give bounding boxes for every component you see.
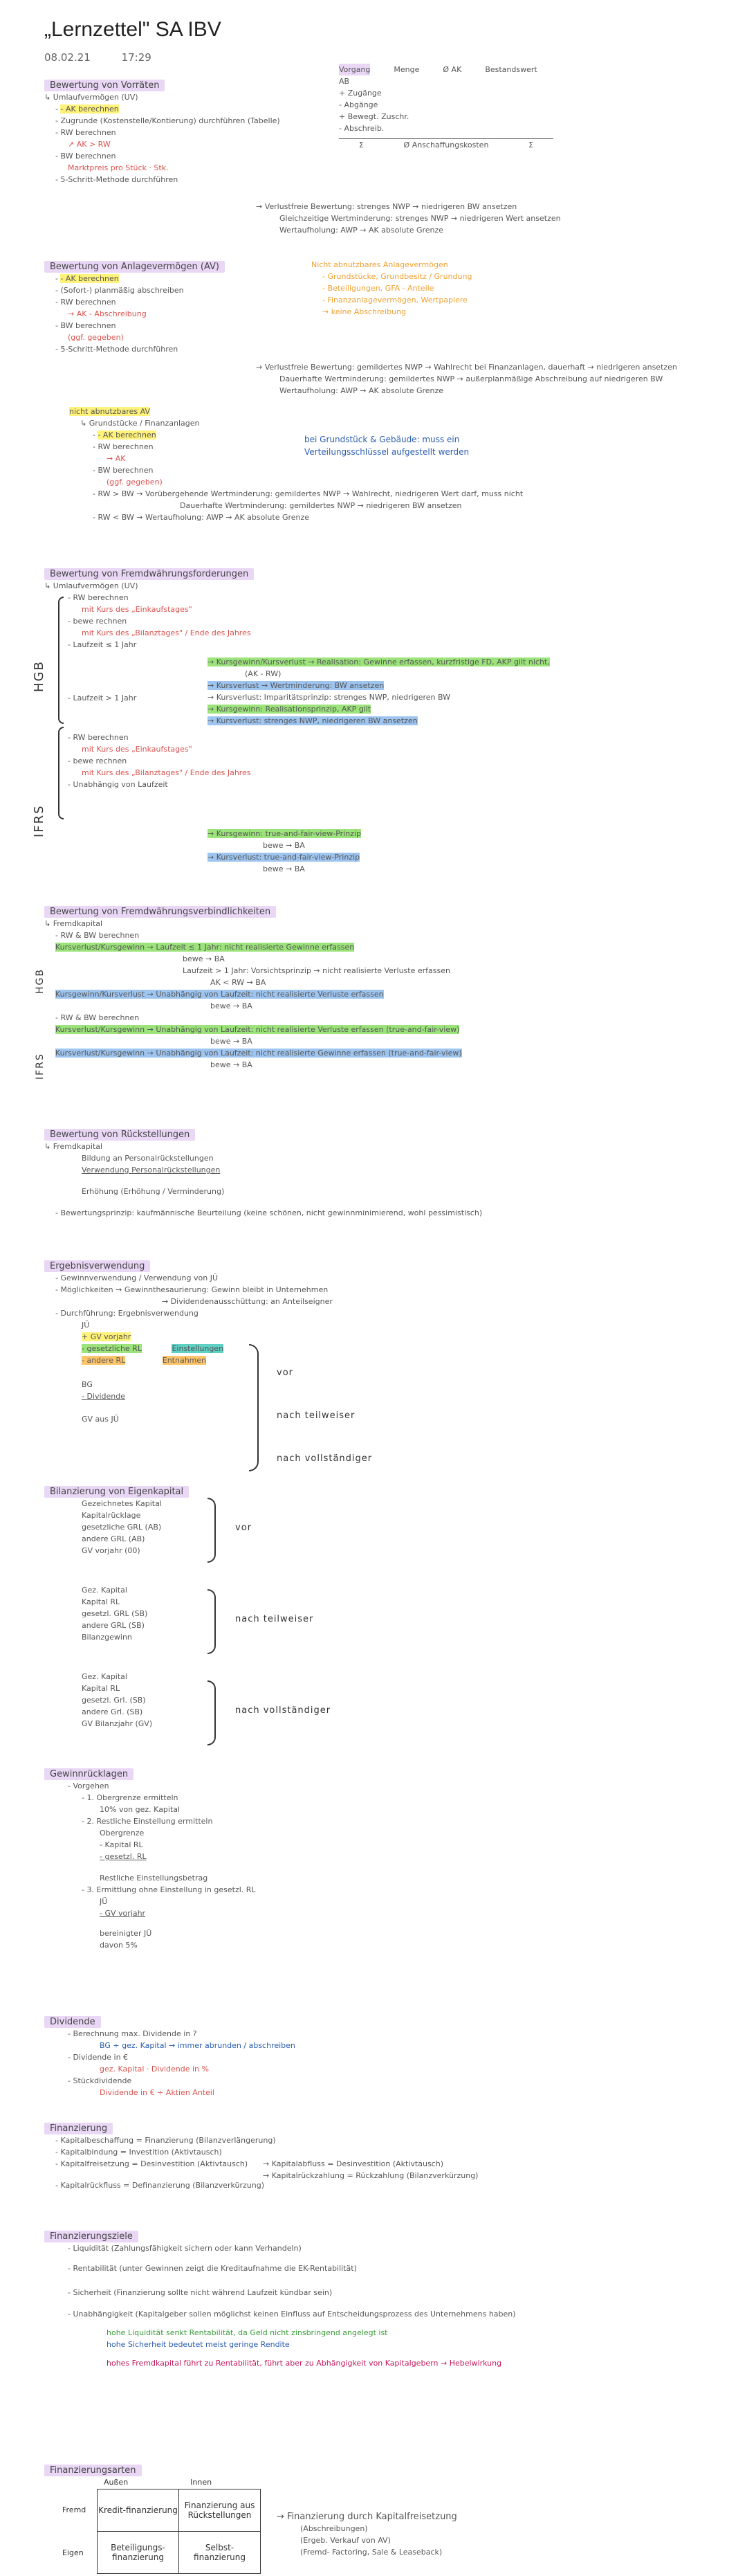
ek-line: gesetzl. Grl. (SB) <box>82 1696 146 1705</box>
note-line: bewe → BA <box>263 841 305 850</box>
note-line: Erhöhung (Erhöhung / Verminderung) <box>82 1187 225 1196</box>
section-dividende <box>44 2014 295 2098</box>
fa-cell: Selbst-finanzierung <box>179 2532 261 2574</box>
note-line: - Kapitalrückfluss = Definanzierung (Bilanzverkürzung) <box>55 2181 265 2190</box>
note-line: gez. Kapital · Dividende in % <box>100 2065 209 2074</box>
date-text: 08.02.21 <box>44 51 91 64</box>
note-line: Bildung an Personalrückstellungen <box>82 1154 214 1163</box>
label-hgb-2: HGB <box>35 968 46 994</box>
note-line: mit Kurs des „Einkaufstages" <box>82 745 192 754</box>
note-line: Nicht abnutzbares Anlagevermögen <box>311 260 448 269</box>
fa-cell: Finanzierung aus Rückstellungen <box>179 2489 261 2532</box>
brace-hgb <box>58 597 64 724</box>
ek-line: Gez. Kapital <box>82 1586 127 1595</box>
kontierung-footer: Σ <box>358 140 364 149</box>
note-line: - Grundstücke, Grundbesitz / Grundung <box>322 272 472 281</box>
kontierung-footer: Σ <box>528 140 534 149</box>
section-header: Ergebnisverwendung <box>44 1260 150 1272</box>
section-finanzierungsarten <box>44 2462 142 2476</box>
ek-label-teilweise: nach teilweiser <box>235 1614 314 1624</box>
note-line: hohes Fremdkapital führt zu Rentabilität, führt aber zu Abhängigkeit von Kapitalgebern → Hebelwirkung <box>107 2359 502 2368</box>
section-header: Bewertung von Rückstellungen <box>44 1129 195 1141</box>
note-line: → Verlustfreie Bewertung: strenges NWP → niedrigeren BW ansetzen <box>256 202 517 211</box>
note-line: - Sicherheit (Finanzierung sollte nicht während Laufzeit kündbar sein) <box>68 2288 333 2297</box>
note-line: Restliche Einstellungsbetrag <box>100 1874 208 1883</box>
fw-hgb-right <box>208 656 550 727</box>
note-line: Kursverlust/Kursgewinn → Unabhängig von Laufzeit: nicht realisierte Verluste erfassen (true-and-fair-view) <box>55 1025 460 1034</box>
ek-line: gesetzliche GRL (AB) <box>82 1523 162 1532</box>
note-line: → AK <box>107 454 126 463</box>
note-line: ↗ AK > RW <box>68 140 111 149</box>
ek-line: Kapital RL <box>82 1684 120 1693</box>
ek-line: Gezeichnetes Kapital <box>82 1499 162 1508</box>
ek-line: Kapital RL <box>82 1597 120 1606</box>
note-line: - bewe rechnen <box>68 617 127 626</box>
note-line: → Kapitalrückzahlung = Rückzahlung (Bilanzverkürzung) <box>263 2171 479 2180</box>
note-line: Kursgewinn/Kursverlust → Unabhängig von Laufzeit: nicht realisierte Verluste erfassen <box>55 990 384 999</box>
note-line: mit Kurs des „Bilanztages" / Ende des Jahres <box>82 768 251 777</box>
kontierung-table <box>339 64 560 151</box>
fa-col-header: Außen <box>104 2478 129 2487</box>
brace-ek-2 <box>208 1589 216 1654</box>
kontierung-col: Vorgang <box>339 65 371 74</box>
note-line: - RW berechnen <box>93 442 154 451</box>
note-line: AK < RW → BA <box>210 978 266 987</box>
ek-line: GV vorjahr (00) <box>82 1546 140 1555</box>
note-line: bewe → BA <box>183 954 225 963</box>
note-line: bewe → BA <box>210 1037 252 1046</box>
note-line: bereinigter JÜ <box>100 1929 152 1938</box>
section-header: Finanzierungsarten <box>44 2465 142 2476</box>
note-line: - RW & BW berechnen <box>55 931 140 940</box>
note-line: - Berechnung max. Dividende in ? <box>68 2029 197 2038</box>
label-ifrs-2: IFRS <box>35 1053 46 1080</box>
ek-line: andere GRL (AB) <box>82 1534 145 1543</box>
note-line: - Gewinnverwendung / Verwendung von JÜ <box>55 1273 219 1282</box>
note-line: → Kursverlust: true-and-fair-view-Prinzip <box>208 853 360 862</box>
section-gewinnruecklagen <box>44 1766 256 1951</box>
ek-line: Bilanzgewinn <box>82 1633 132 1642</box>
note-line: - RW & BW berechnen <box>55 1013 140 1022</box>
ek-line: GV Bilanzjahr (GV) <box>82 1719 153 1728</box>
note-line: - bewe rechnen <box>68 756 127 765</box>
note-line: Wertaufholung: AWP → AK absolute Grenze <box>279 386 444 395</box>
note-line: - RW berechnen <box>68 733 129 742</box>
note-line: - GV vorjahr <box>100 1909 146 1918</box>
note-line: bewe → BA <box>210 1060 252 1069</box>
note-line: + GV vorjahr <box>82 1332 131 1341</box>
fa-cell: Kredit-finanzierung <box>98 2489 179 2532</box>
note-line: - Vorgehen <box>68 1781 109 1790</box>
brace-ifrs <box>58 727 64 819</box>
brace-ergebnis <box>249 1344 259 1471</box>
ergebnis-label-vollstaendig: nach vollständiger <box>277 1453 373 1464</box>
note-line: (ggf. gegeben) <box>107 478 163 487</box>
note-line: ↳ Grundstücke / Finanzanlagen <box>80 419 200 428</box>
note-line: ↳ Fremdkapital <box>44 1142 103 1151</box>
ergebnis-label-vor: vor <box>277 1368 293 1378</box>
note-line: - 3. Ermittlung ohne Einstellung in gesetzl. RL <box>82 1885 256 1894</box>
section-av-right <box>256 361 677 397</box>
page-title: „Lernzettel" SA IBV <box>44 18 221 41</box>
note-line: - RW berechnen <box>68 593 129 602</box>
note-line: Kursverlust/Kursgewinn → Unabhängig von Laufzeit: nicht realisierte Gewinne erfassen (true-and-fair-view) <box>55 1049 462 1058</box>
note-line: - gesetzl. RL <box>100 1852 147 1861</box>
fa-row-header: Fremd <box>62 2505 86 2514</box>
note-line: - Unabhängigkeit (Kapitalgeber sollen möglichst keinen Einfluss auf Entscheidungsprozess des Unternehmens haben) <box>68 2310 516 2319</box>
note-line: → Kursgewinn/Kursverlust → Realisation: Gewinne erfassen, kurzfristige FD, AKP gilt nicht, <box>208 657 550 666</box>
note-line: → Kursgewinn: true-and-fair-view-Prinzip <box>208 829 362 838</box>
section-header: Finanzierungsziele <box>44 2231 138 2242</box>
note-line: Dauerhafte Wertminderung: gemildertes NWP → außerplanmäßige Abschreibung auf niedrigeren BW <box>279 374 663 383</box>
note-line: - BW berechnen <box>55 152 116 161</box>
note-line: - Finanzanlagevermögen, Wertpapiere <box>322 296 468 305</box>
note-line: - BW berechnen <box>93 466 154 475</box>
ek-line: gesetzl. GRL (SB) <box>82 1609 148 1618</box>
note-line: - Kapitalfreisetzung = Desinvestition (Aktivtausch) <box>55 2159 248 2168</box>
note-line: (Ergeb. Verkauf von AV) <box>300 2536 391 2545</box>
note-line: - Rentabilität (unter Gewinnen zeigt die Kreditaufnahme die EK-Rentabilität) <box>68 2264 357 2273</box>
note-line: 10% von gez. Kapital <box>100 1805 181 1814</box>
note-line: (Abschreibungen) <box>300 2524 368 2533</box>
section-finanzierung <box>44 2121 276 2191</box>
note-line: - - AK berechnen <box>55 274 119 283</box>
section-rueckstellungen <box>44 1127 482 1219</box>
note-line: - Unabhängig von Laufzeit <box>68 780 168 789</box>
section-header: Finanzierung <box>44 2123 113 2134</box>
note-line: mit Kurs des „Bilanztages" / Ende des Jahres <box>82 628 251 637</box>
note-line: - Stückdividende <box>68 2076 132 2085</box>
section-vorraete <box>44 78 280 185</box>
note-line: - Dividende <box>82 1392 126 1401</box>
note-line: - gesetzliche RL Einstellungen <box>82 1344 224 1353</box>
note-line: GV aus JÜ <box>82 1415 119 1424</box>
note-line: - Kapitalbeschaffung = Finanzierung (Bilanzverlängerung) <box>55 2136 276 2145</box>
section-eigenkapital <box>44 1484 189 1730</box>
note-line: ↳ Umlaufvermögen (UV) <box>44 93 138 102</box>
note-line: - 5-Schritt-Methode durchführen <box>55 345 178 354</box>
note-line: → Dividendenausschüttung: an Anteilseigner <box>162 1297 333 1306</box>
note-line: Dauerhafte Wertminderung: gemildertes NWP → niedrigeren BW ansetzen <box>180 501 462 510</box>
fa-right <box>277 2511 457 2558</box>
note-line: Kursverlust/Kursgewinn → Laufzeit ≤ 1 Jahr: nicht realisierte Gewinne erfassen <box>55 943 355 952</box>
note-line: Marktpreis pro Stück · Stk. <box>68 163 169 172</box>
note-line: Verwendung Personalrückstellungen <box>82 1165 221 1174</box>
note-line: bewe → BA <box>210 1001 252 1010</box>
fa-cell: Beteiligungs-finanzierung <box>98 2532 179 2574</box>
note-line: → Verlustfreie Bewertung: gemildertes NWP → Wahlrecht bei Finanzanlagen, dauerhaft → niedrigeren ansetzen <box>256 363 677 372</box>
note-line: - BW berechnen <box>55 321 116 330</box>
note-line: ↳ Umlaufvermögen (UV) <box>44 581 138 590</box>
note-line: - 2. Restliche Einstellung ermitteln <box>82 1817 213 1826</box>
section-header: Bewertung von Fremdwährungsforderungen <box>44 568 254 580</box>
note-line: - andere RL Entnahmen <box>82 1356 207 1365</box>
note-line: hohe Sicherheit bedeutet meist geringe Rendite <box>107 2340 290 2349</box>
note-line: → Kursgewinn: Realisationsprinzip, AKP gilt <box>208 705 371 714</box>
ek-label-vor: vor <box>235 1523 252 1533</box>
section-anlagevermoegen <box>44 259 225 355</box>
ek-line: andere Grl. (SB) <box>82 1707 143 1716</box>
section-vorraete-right <box>256 201 561 236</box>
note-line: (AK - RW) <box>245 669 282 678</box>
note-line: BG ÷ gez. Kapital → immer abrunden / abschreiben <box>100 2041 295 2050</box>
note-line: - (Sofort-) planmäßig abschreiben <box>55 286 184 295</box>
section-header: Bewertung von Anlagevermögen (AV) <box>44 261 225 273</box>
kontierung-row: + Zugänge <box>339 89 382 98</box>
fa-col-header: Innen <box>190 2478 212 2487</box>
finanzierung-right <box>263 2158 478 2182</box>
note-line: (ggf. gegeben) <box>68 333 124 342</box>
note-line: → AK - Abschreibung <box>68 309 147 318</box>
note-line: bewe → BA <box>263 864 305 873</box>
note-line: hohe Liquidität senkt Rentabilität, da Geld nicht zinsbringend angelegt ist <box>107 2328 388 2337</box>
note-line: - Laufzeit ≤ 1 Jahr <box>68 640 137 649</box>
note-line: Wertaufholung: AWP → AK absolute Grenze <box>279 226 444 235</box>
section-av-nicht-abnutzbar <box>69 406 523 523</box>
note-line: - Möglichkeiten → Gewinnthesaurierung: Gewinn bleibt in Unternehmen <box>55 1285 329 1294</box>
note-line: - Durchführung: Ergebnisverwendung <box>55 1309 199 1318</box>
kontierung-row: - Abgänge <box>339 100 378 109</box>
section-header: Dividende <box>44 2016 101 2028</box>
note-line: → Kursverlust → Wertminderung: BW ansetzen <box>208 681 385 690</box>
note-line: - Bewertungsprinzip: kaufmännische Beurteilung (keine schönen, nicht gewinnminimierend, wohl pessimistisch) <box>55 1208 483 1217</box>
note-line: - Zugrunde (Kostenstelle/Kontierung) durchführen (Tabelle) <box>55 116 280 125</box>
note-line: - Liquidität (Zahlungsfähigkeit sichern oder kann Verhandeln) <box>68 2244 302 2253</box>
note-line: Gleichzeitige Wertminderung: strenges NWP → niedrigeren Wert ansetzen <box>279 214 561 223</box>
ek-label-vollstaendig: nach vollständiger <box>235 1705 331 1716</box>
note-line: - RW berechnen <box>55 128 116 137</box>
kontierung-row: - Abschreib. <box>339 124 385 133</box>
side-note-text: bei Grundstück & Gebäude: muss ein Verteilungsschlüssel aufgestellt werden <box>304 435 470 457</box>
note-line: - RW < BW → Wertaufholung: AWP → AK absolute Grenze <box>93 513 310 522</box>
note-line: mit Kurs des „Einkaufstages" <box>82 605 192 614</box>
ek-line: Gez. Kapital <box>82 1672 127 1681</box>
section-ergebnisverwendung <box>44 1258 333 1425</box>
ek-line: andere GRL (SB) <box>82 1621 145 1630</box>
fa-table-wrap <box>97 2489 261 2574</box>
note-line: ↳ Fremdkapital <box>44 919 103 928</box>
fw-ifrs-right <box>208 828 361 875</box>
note-line: - - AK berechnen <box>93 430 156 439</box>
note-line: → Kursverlust: strenges NWP, niedrigeren BW ansetzen <box>208 716 418 725</box>
note-line: JÜ <box>100 1897 108 1906</box>
label-hgb: HGB <box>32 660 46 692</box>
fa-row-header: Eigen <box>62 2548 84 2557</box>
section-av-notes <box>311 259 472 318</box>
kontierung-row: AB <box>339 77 350 86</box>
section-header: Bilanzierung von Eigenkapital <box>44 1486 189 1498</box>
ergebnis-label-teilweise: nach teilweiser <box>277 1411 356 1421</box>
note-line: - - AK berechnen <box>55 105 119 114</box>
note-line: (Fremd- Factoring, Sale & Leaseback) <box>300 2548 443 2557</box>
note-line: - 1. Obergrenze ermitteln <box>82 1793 178 1802</box>
section-header: Bewertung von Fremdwährungsverbindlichkeiten <box>44 906 276 918</box>
note-line: - RW > BW → Vorübergehende Wertminderung: gemildertes NWP → Wahlrecht, niedrigeren Wert darf, muss nicht <box>93 489 524 498</box>
fa-right-title: → Finanzierung durch Kapitalfreisetzung <box>277 2512 457 2522</box>
note-line: → keine Abschreibung <box>322 307 407 316</box>
note-line: - Kapitalbindung = Investition (Aktivtausch) <box>55 2148 222 2157</box>
section-finanzierungsziele <box>44 2229 516 2369</box>
note-line: → Kursverlust: Imparitätsprinzip: strenges NWP, niedrigeren BW <box>208 693 451 702</box>
brace-ek-1 <box>208 1498 216 1563</box>
note-line: - 5-Schritt-Methode durchführen <box>55 175 178 184</box>
kontierung-footer: Ø Anschaffungskosten <box>403 140 489 149</box>
kontierung-col: Menge <box>394 65 420 74</box>
brace-ek-3 <box>208 1680 216 1745</box>
note-line: nicht abnutzbares AV <box>69 407 150 416</box>
note-line: Obergrenze <box>100 1829 145 1838</box>
fa-col-headers <box>104 2478 212 2487</box>
time-text: 17:29 <box>121 51 151 64</box>
note-line: - Laufzeit > 1 Jahr <box>68 693 137 702</box>
kontierung-col: Ø AK <box>443 65 462 74</box>
note-line: BG <box>82 1380 93 1389</box>
label-ifrs: IFRS <box>32 804 46 837</box>
note-line: → Kapitalabfluss = Desinvestition (Aktivtausch) <box>263 2159 443 2168</box>
kontierung-row: + Bewegt. Zuschr. <box>339 112 409 121</box>
note-line: - RW berechnen <box>55 298 116 307</box>
note-line: - Kapital RL <box>100 1840 143 1849</box>
note-line: - Beteiligungen, GFA - Anteile <box>322 284 434 293</box>
ek-line: Kapitalrücklage <box>82 1511 141 1520</box>
section-fw-verbindlichkeiten <box>44 904 462 1071</box>
kontierung-col: Bestandswert <box>485 65 537 74</box>
side-note <box>304 433 512 458</box>
note-line: - Dividende in € <box>68 2053 129 2062</box>
section-header: Gewinnrücklagen <box>44 1768 133 1780</box>
note-line: davon 5% <box>100 1941 138 1950</box>
note-line: Laufzeit > 1 Jahr: Vorsichtsprinzip → nicht realisierte Verluste erfassen <box>183 966 450 975</box>
finanzierungsarten-table <box>97 2489 261 2574</box>
note-line: JÜ <box>82 1321 90 1330</box>
section-header: Bewertung von Vorräten <box>44 80 165 91</box>
meta-row <box>44 51 179 64</box>
note-line: Dividende in € ÷ Aktien Anteil <box>100 2088 214 2097</box>
